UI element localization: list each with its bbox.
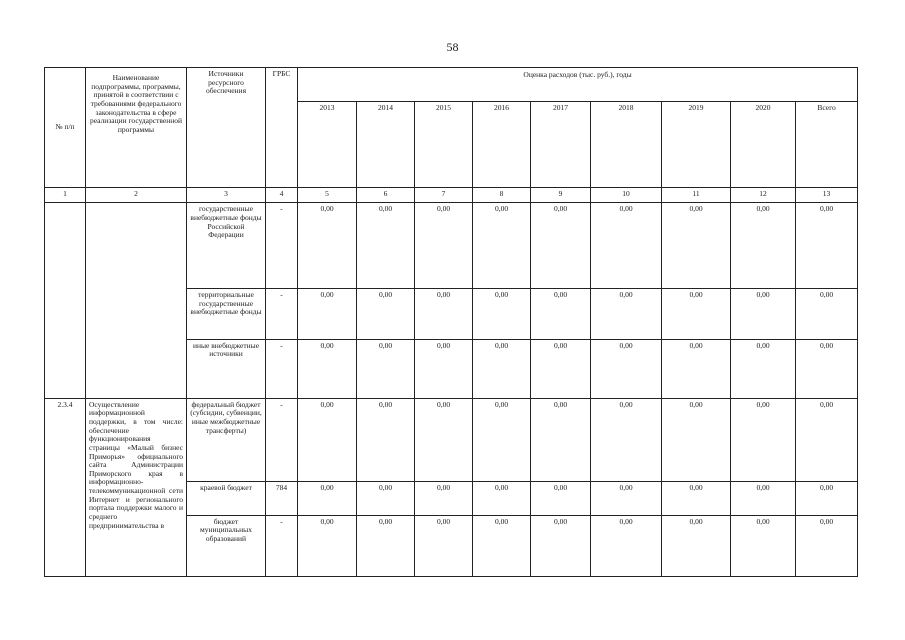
year-total-cell: Всего bbox=[796, 101, 858, 188]
value-cell: 0,00 bbox=[531, 515, 591, 576]
column-number: 3 bbox=[187, 188, 266, 203]
value-cell: 0,00 bbox=[473, 203, 531, 289]
grbs-cell: - bbox=[266, 339, 298, 398]
value-cell: 0,00 bbox=[796, 398, 858, 481]
value-cell: 0,00 bbox=[415, 339, 473, 398]
value-cell: 0,00 bbox=[298, 288, 357, 339]
year-cell: 2014 bbox=[357, 101, 415, 188]
value-cell: 0,00 bbox=[796, 288, 858, 339]
column-number: 8 bbox=[473, 188, 531, 203]
value-cell: 0,00 bbox=[591, 339, 662, 398]
row-name-cell bbox=[86, 203, 187, 398]
row-num-cell bbox=[45, 203, 86, 398]
column-number: 5 bbox=[298, 188, 357, 203]
value-cell: 0,00 bbox=[357, 203, 415, 289]
table-row bbox=[45, 398, 858, 481]
value-cell: 0,00 bbox=[591, 398, 662, 481]
column-number: 2 bbox=[86, 188, 187, 203]
year-cell: 2018 bbox=[591, 101, 662, 188]
table-row bbox=[45, 203, 858, 289]
column-number: 9 bbox=[531, 188, 591, 203]
year-cell: 2013 bbox=[298, 101, 357, 188]
value-cell: 0,00 bbox=[298, 398, 357, 481]
year-cell: 2015 bbox=[415, 101, 473, 188]
column-number: 1 bbox=[45, 188, 86, 203]
value-cell: 0,00 bbox=[531, 203, 591, 289]
header-estimate: Оценка расходов (тыс. руб.), годы bbox=[298, 68, 858, 102]
value-cell: 0,00 bbox=[473, 515, 531, 576]
value-cell: 0,00 bbox=[731, 515, 796, 576]
value-cell: 0,00 bbox=[473, 339, 531, 398]
row-num-cell: 2.3.4 bbox=[45, 398, 86, 576]
value-cell: 0,00 bbox=[796, 482, 858, 516]
value-cell: 0,00 bbox=[415, 482, 473, 516]
value-cell: 0,00 bbox=[415, 515, 473, 576]
value-cell: 0,00 bbox=[415, 288, 473, 339]
value-cell: 0,00 bbox=[473, 288, 531, 339]
year-cell: 2017 bbox=[531, 101, 591, 188]
header-num: № п/п bbox=[45, 68, 86, 188]
value-cell: 0,00 bbox=[591, 203, 662, 289]
value-cell: 0,00 bbox=[357, 482, 415, 516]
value-cell: 0,00 bbox=[662, 288, 731, 339]
value-cell: 0,00 bbox=[796, 515, 858, 576]
column-number: 10 bbox=[591, 188, 662, 203]
source-cell: территориальные государственные внебюджетные фонды bbox=[187, 288, 266, 339]
value-cell: 0,00 bbox=[591, 515, 662, 576]
value-cell: 0,00 bbox=[731, 203, 796, 289]
value-cell: 0,00 bbox=[415, 203, 473, 289]
year-cell: 2020 bbox=[731, 101, 796, 188]
value-cell: 0,00 bbox=[731, 482, 796, 516]
value-cell: 0,00 bbox=[662, 515, 731, 576]
column-number: 7 bbox=[415, 188, 473, 203]
value-cell: 0,00 bbox=[531, 288, 591, 339]
column-numbers-row bbox=[45, 188, 858, 203]
source-cell: иные внебюджетные источники bbox=[187, 339, 266, 398]
value-cell: 0,00 bbox=[298, 339, 357, 398]
value-cell: 0,00 bbox=[662, 482, 731, 516]
value-cell: 0,00 bbox=[662, 203, 731, 289]
value-cell: 0,00 bbox=[415, 398, 473, 481]
year-cell: 2016 bbox=[473, 101, 531, 188]
value-cell: 0,00 bbox=[531, 339, 591, 398]
value-cell: 0,00 bbox=[796, 339, 858, 398]
source-cell: государственные внебюджетные фонды Российской Федерации bbox=[187, 203, 266, 289]
value-cell: 0,00 bbox=[298, 482, 357, 516]
header-name: Наименование подпрограммы, программы, принятой в соответствии с требованиями федерального законодательства в сфере реализации государственной программы bbox=[86, 68, 187, 188]
column-number: 12 bbox=[731, 188, 796, 203]
value-cell: 0,00 bbox=[731, 398, 796, 481]
value-cell: 0,00 bbox=[357, 339, 415, 398]
value-cell: 0,00 bbox=[357, 398, 415, 481]
column-number: 13 bbox=[796, 188, 858, 203]
header-row bbox=[45, 68, 858, 102]
value-cell: 0,00 bbox=[591, 288, 662, 339]
grbs-cell: 784 bbox=[266, 482, 298, 516]
column-number: 6 bbox=[357, 188, 415, 203]
value-cell: 0,00 bbox=[796, 203, 858, 289]
value-cell: 0,00 bbox=[298, 203, 357, 289]
column-number: 4 bbox=[266, 188, 298, 203]
budget-table bbox=[44, 67, 858, 577]
value-cell: 0,00 bbox=[731, 339, 796, 398]
value-cell: 0,00 bbox=[662, 339, 731, 398]
value-cell: 0,00 bbox=[591, 482, 662, 516]
header-grbs: ГРБС bbox=[266, 68, 298, 188]
value-cell: 0,00 bbox=[531, 398, 591, 481]
source-cell: бюджет муниципальных образований bbox=[187, 515, 266, 576]
value-cell: 0,00 bbox=[662, 398, 731, 481]
grbs-cell: - bbox=[266, 515, 298, 576]
value-cell: 0,00 bbox=[531, 482, 591, 516]
grbs-cell: - bbox=[266, 203, 298, 289]
page-number: 58 bbox=[446, 40, 459, 54]
grbs-cell: - bbox=[266, 288, 298, 339]
value-cell: 0,00 bbox=[298, 515, 357, 576]
source-cell: федеральный бюджет (субсидии, субвенции, иные межбюджетные трансферты) bbox=[187, 398, 266, 481]
value-cell: 0,00 bbox=[473, 482, 531, 516]
header-source: Источники ресурсного обеспечения bbox=[187, 68, 266, 188]
column-number: 11 bbox=[662, 188, 731, 203]
value-cell: 0,00 bbox=[731, 288, 796, 339]
source-cell: краевой бюджет bbox=[187, 482, 266, 516]
value-cell: 0,00 bbox=[473, 398, 531, 481]
value-cell: 0,00 bbox=[357, 288, 415, 339]
grbs-cell: - bbox=[266, 398, 298, 481]
year-cell: 2019 bbox=[662, 101, 731, 188]
value-cell: 0,00 bbox=[357, 515, 415, 576]
row-name-cell: Осуществление информационной поддержки, в том числе: обеспечение функционирования страницы «Малый бизнес Приморья» официального сайта Администрации Приморского края в информационно-телекоммуникационной сети Интернет и регионального портала поддержки малого и среднего предпринимательства в bbox=[86, 398, 187, 576]
